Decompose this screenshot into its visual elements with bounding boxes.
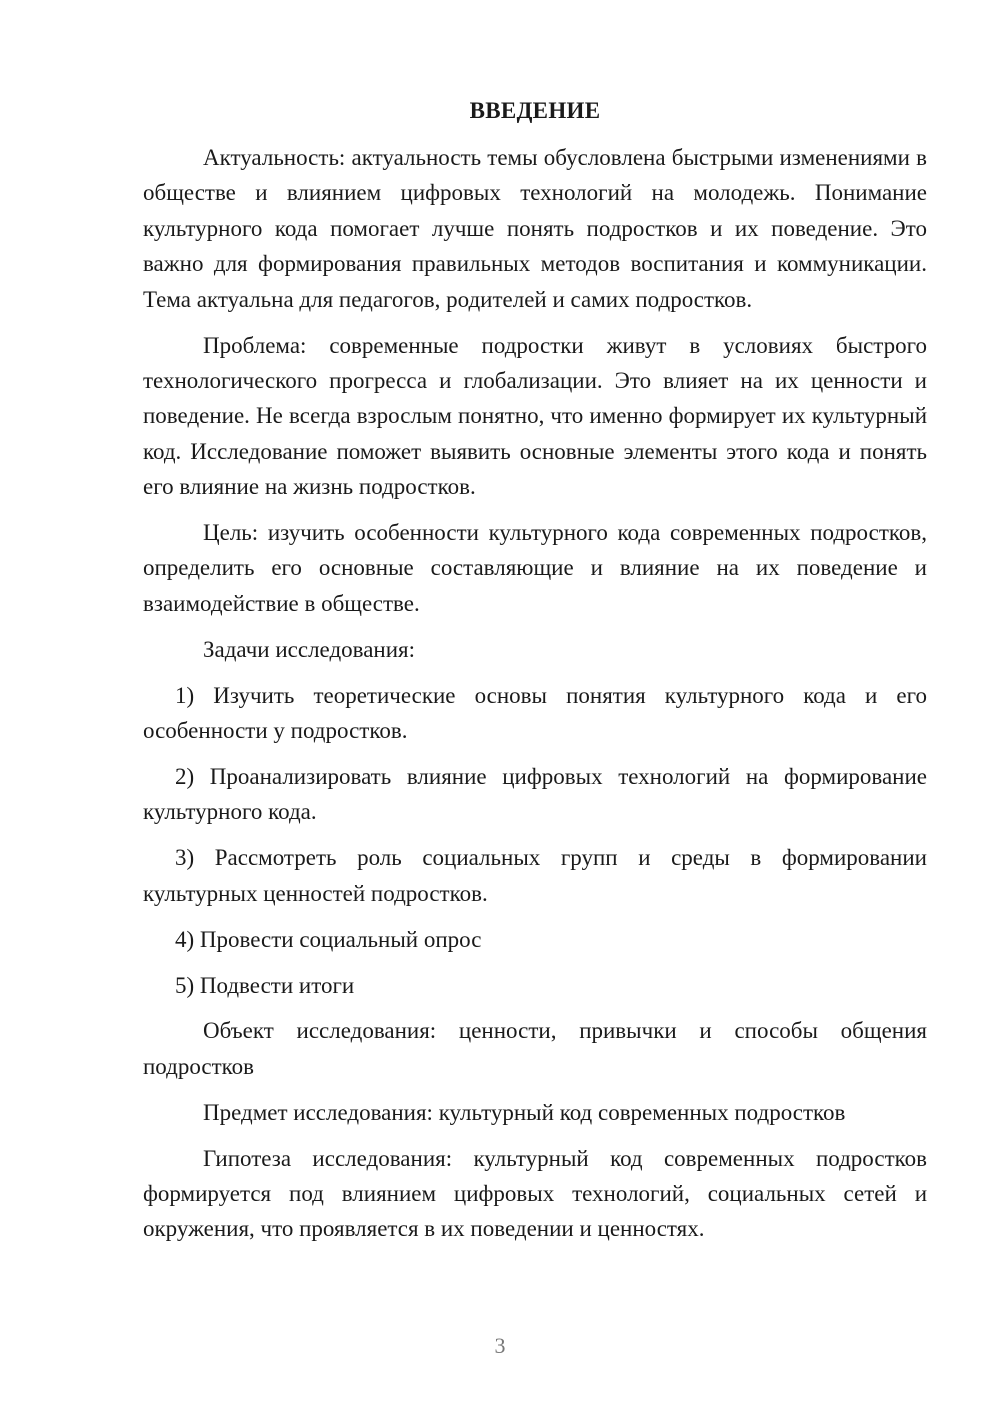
task-item-1: 1) Изучить теоретические основы понятия культурного кода и его особенности у подростков. [143,682,927,744]
task-item-5: 5) Подвести итоги [175,972,355,998]
paragraph-problem: Проблема: современные подростки живут в условиях быстрого технологического прогресса и глобализации. Это влияет на их ценности и поведение. Не всегда взрослым понятно, что именно формирует их культурный код. Исследование поможет выявить основные элементы этого кода и понять его влияние на жизнь подростков. [143,332,927,500]
paragraph-object: Объект исследования: ценности, привычки и способы общения подростков [143,1018,927,1079]
paragraph-goal: Цель: изучить особенности культурного кода современных подростков, определить его основные составляющие и влияние на их поведение и взаимодействие в обществе. [143,520,927,616]
tasks-heading: Задачи исследования: [203,636,416,662]
section-title: ВВЕДЕНИЕ [469,98,601,123]
task-item-4: 4) Провести социальный опрос [175,926,482,952]
paragraph-subject: Предмет исследования: культурный код современных подростков [203,1099,846,1125]
task-item-3: 3) Рассмотреть роль социальных групп и среды в формировании культурных ценностей подростков. [143,845,927,906]
paragraph-hypothesis: Гипотеза исследования: культурный код современных подростков формируется под влиянием цифровых технологий, социальных сетей и окружения, что проявляется в их поведении и ценностях. [143,1145,927,1242]
document-page [143,94,927,1247]
page-number: 3 [494,1333,506,1358]
task-item-2: 2) Проанализировать влияние цифровых технологий на формирование культурного кода. [143,764,927,825]
paragraph-relevance: Актуальность: актуальность темы обусловлена быстрыми изменениями в обществе и влиянием цифровых технологий на молодежь. Понимание культурного кода помогает лучше понять подростков и их поведение. Это важно для формирования правильных методов воспитания и коммуникации. Тема актуальна для педагогов, родителей и самих подростков. [143,145,927,312]
